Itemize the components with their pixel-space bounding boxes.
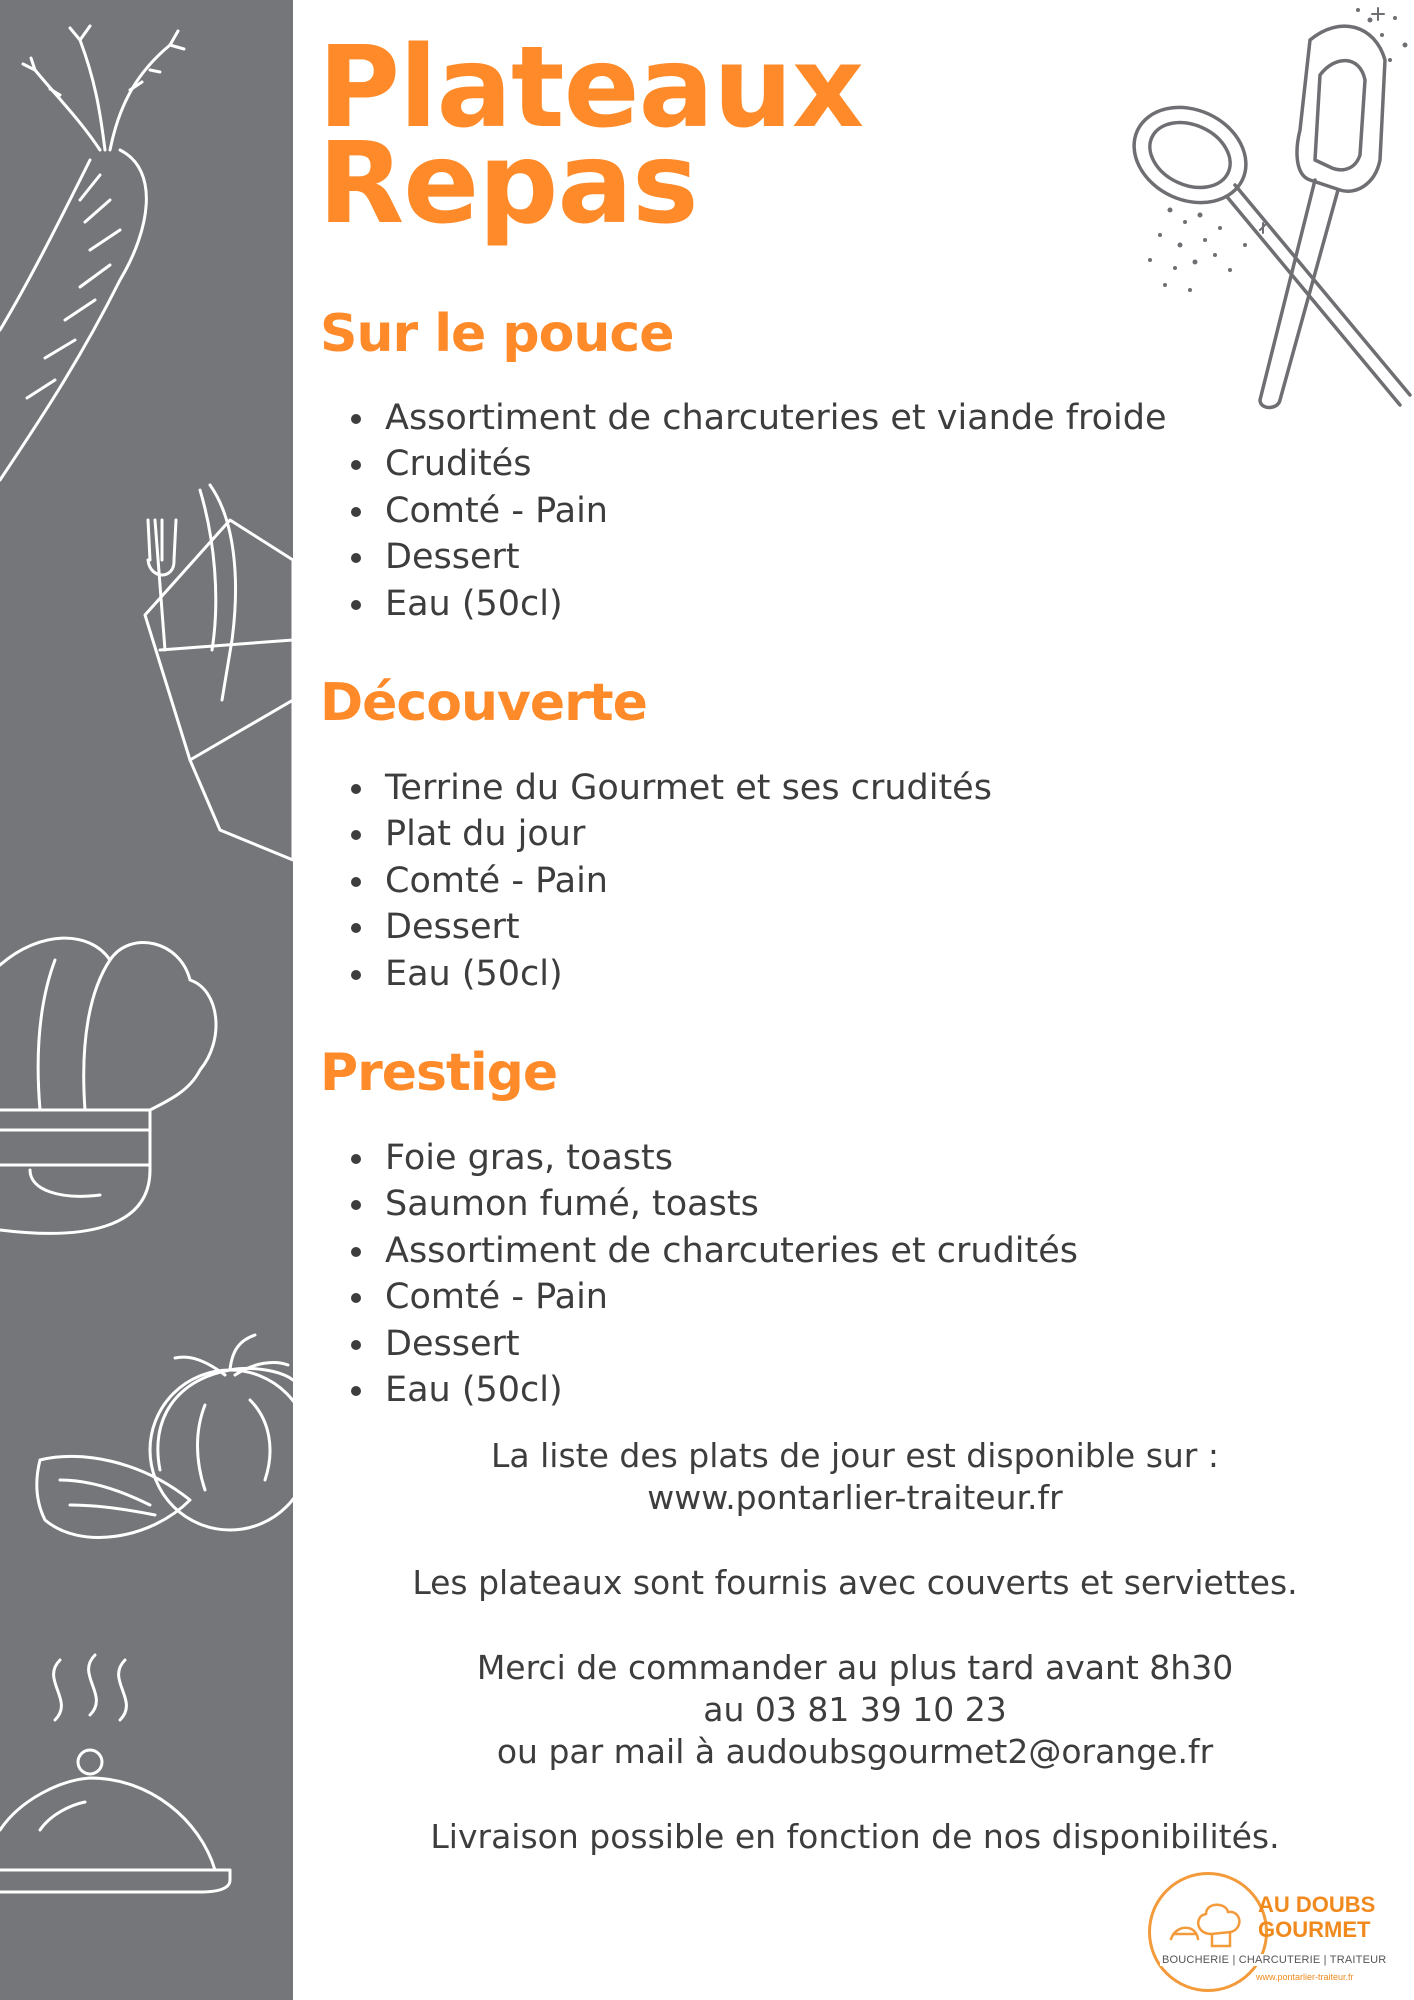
logo-name-line-2: GOURMET — [1258, 1917, 1371, 1942]
menu-list-decouverte — [385, 765, 992, 997]
order-info-line-1: Merci de commander au plus tard avant 8h30 — [476, 1648, 1234, 1687]
logo-name-line-1: AU DOUBS — [1258, 1892, 1376, 1917]
logo-tagline: BOUCHERIE | CHARCUTERIE | TRAITEUR — [1162, 1954, 1387, 1966]
section-title-decouverte: Découverte — [320, 673, 647, 733]
logo-name — [1258, 1892, 1375, 1942]
page-title — [318, 23, 864, 249]
list-item: Plat du jour — [385, 811, 992, 857]
livraison-info: Livraison possible en fonction de nos disponibilités. — [430, 1817, 1280, 1856]
title-line-1: Plateaux — [318, 23, 864, 153]
title-line-2: Repas — [318, 119, 698, 249]
cloche-icon — [0, 1655, 230, 1892]
carrot-icon — [0, 26, 184, 480]
website-link[interactable]: www.pontarlier-traiteur.fr — [647, 1478, 1063, 1517]
list-item: Comté - Pain — [385, 488, 1167, 534]
list-item: Foie gras, toasts — [385, 1135, 1078, 1181]
couverts-info: Les plateaux sont fournis avec couverts et serviettes. — [412, 1563, 1298, 1602]
list-item: Assortiment de charcuteries et viande froide — [385, 395, 1167, 441]
phone-number[interactable]: au 03 81 39 10 23 — [703, 1690, 1007, 1729]
email-address[interactable]: ou par mail à audoubsgourmet2@orange.fr — [496, 1732, 1214, 1771]
list-item: Saumon fumé, toasts — [385, 1181, 1078, 1227]
list-item: Eau (50cl) — [385, 951, 992, 997]
section-title-sur-le-pouce: Sur le pouce — [320, 304, 674, 364]
info-block — [310, 1435, 1400, 1858]
menu-list-prestige — [385, 1135, 1078, 1413]
list-item: Comté - Pain — [385, 1274, 1078, 1320]
chef-hat-logo-icon — [1166, 1894, 1256, 1954]
list-item: Crudités — [385, 441, 1167, 487]
cutlery-napkin-icon — [145, 485, 293, 860]
list-item: Dessert — [385, 904, 992, 950]
tomato-icon — [37, 1335, 293, 1537]
list-item: Terrine du Gourmet et ses crudités — [385, 765, 992, 811]
plats-info-line-1: La liste des plats de jour est disponible sur : — [491, 1436, 1219, 1475]
section-title-prestige: Prestige — [320, 1043, 558, 1103]
brand-logo — [1148, 1872, 1400, 2000]
chef-hat-icon — [0, 938, 216, 1233]
list-item: Assortiment de charcuteries et crudités — [385, 1228, 1078, 1274]
list-item: Dessert — [385, 1321, 1078, 1367]
list-item: Eau (50cl) — [385, 581, 1167, 627]
list-item: Eau (50cl) — [385, 1367, 1078, 1413]
spoon-spatula-icon — [1110, 0, 1414, 420]
list-item: Comté - Pain — [385, 858, 992, 904]
logo-url: www.pontarlier-traiteur.fr — [1256, 1972, 1354, 1982]
decorative-sidebar — [0, 0, 293, 2000]
list-item: Dessert — [385, 534, 1167, 580]
menu-list-sur-le-pouce — [385, 395, 1167, 627]
